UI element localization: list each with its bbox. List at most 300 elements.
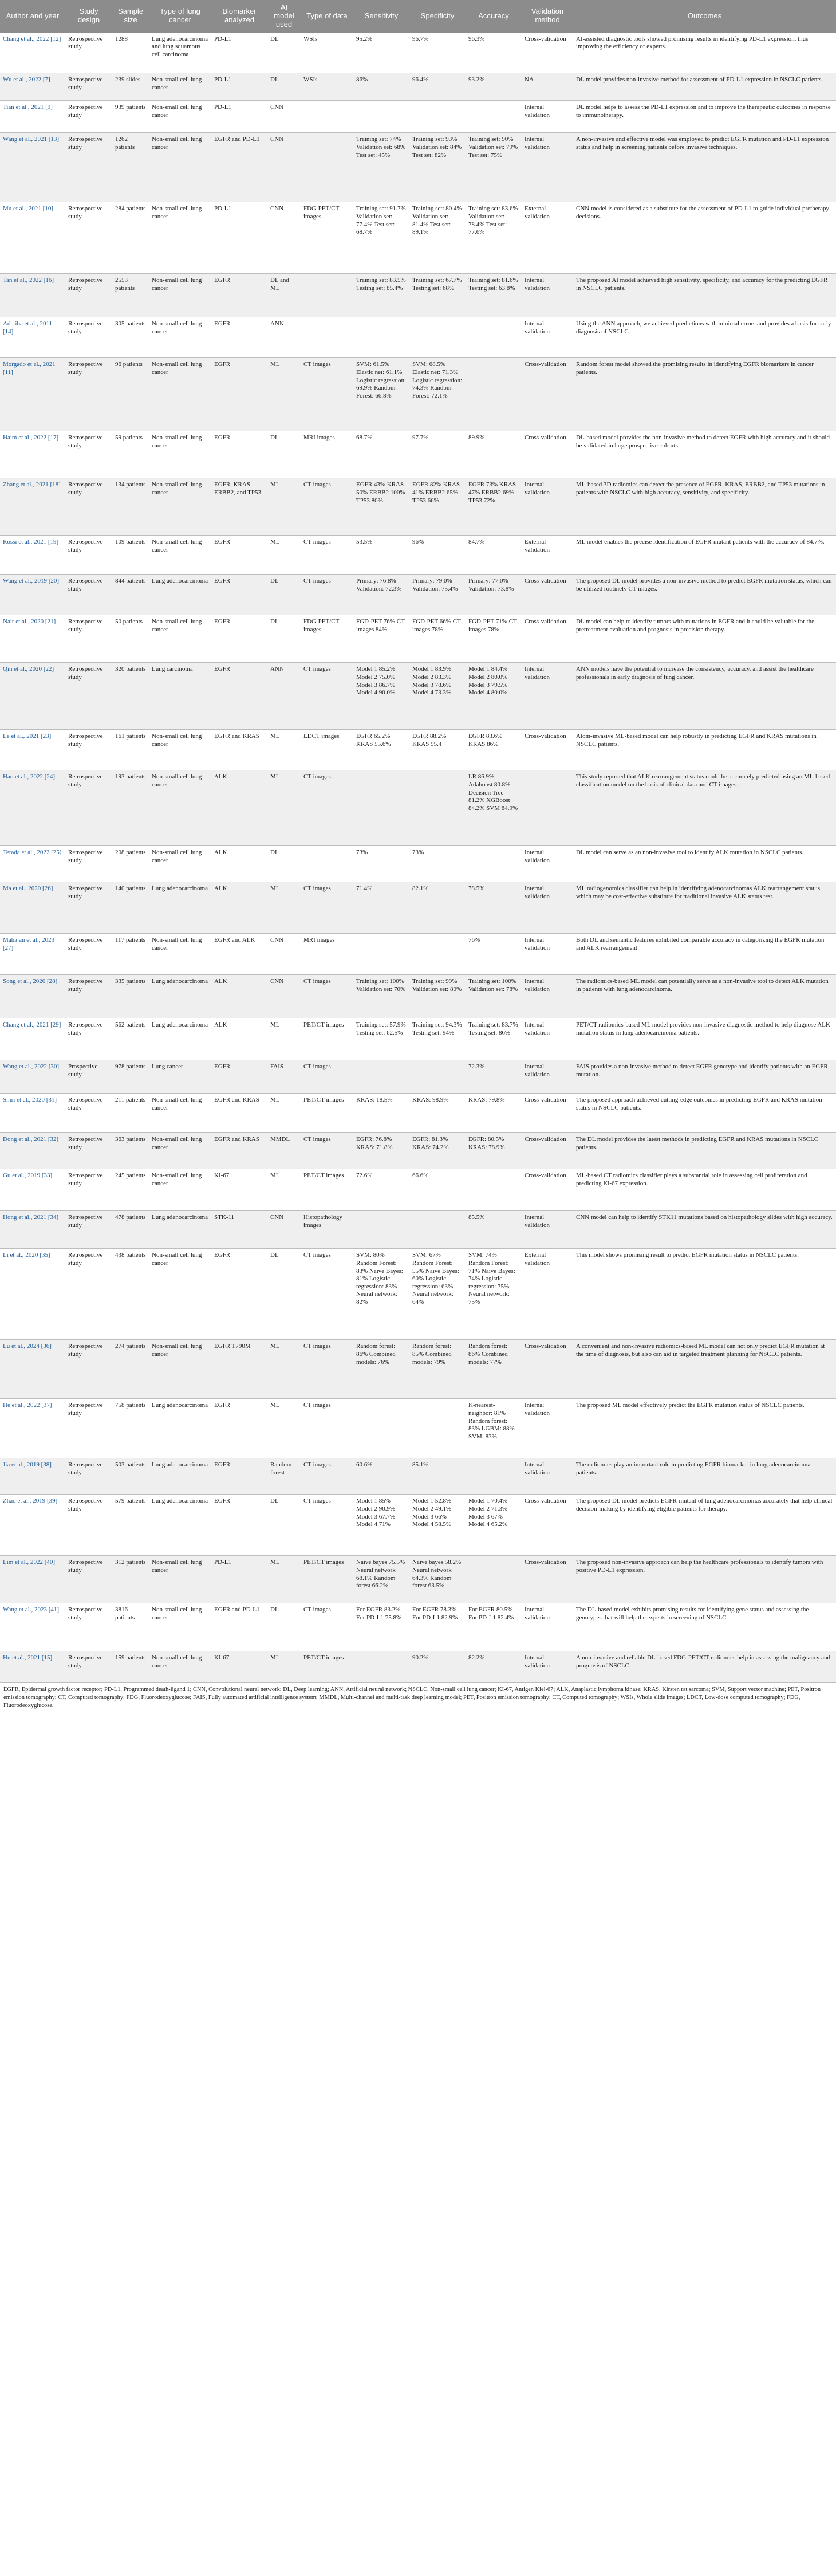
sensitivity-cell: 95.2% (353, 33, 409, 73)
ai-model-cell: ML (267, 1169, 301, 1211)
ai-model-cell: ML (267, 1340, 301, 1399)
accuracy-cell: Training set: 83.7% Testing set: 86% (466, 1018, 522, 1060)
accuracy-cell: 84.7% (466, 536, 522, 575)
table-row (0, 934, 836, 975)
study-design-cell: Retrospective study (65, 1211, 112, 1249)
ai-model-cell: ML (267, 1651, 301, 1683)
header-row (0, 0, 836, 33)
author-cell[interactable]: Gu et al., 2019 [33] (0, 1169, 65, 1211)
study-design-cell: Retrospective study (65, 478, 112, 536)
sensitivity-cell: Training set: 74% Validation set: 68% Test set: 45% (353, 133, 409, 202)
table-row (0, 882, 836, 934)
ai-model-cell: Random forest (267, 1458, 301, 1495)
study-design-cell: Retrospective study (65, 1458, 112, 1495)
outcome-cell: Random forest model showed the promising results in identifying EGFR biomarkers in cancer patients. (573, 358, 836, 431)
study-design-cell: Retrospective study (65, 846, 112, 882)
sample-size-cell: 284 patients (112, 202, 149, 274)
author-cell[interactable]: Rossi et al., 2021 [19] (0, 536, 65, 575)
outcome-cell: FAIS provides a non-invasive method to detect EGFR genotype and identify patients with an EGFR mutation. (573, 1060, 836, 1094)
data-type-cell: PET/CT images (301, 1556, 353, 1603)
biomarker-cell: STK-11 (211, 1211, 267, 1249)
table-header (0, 0, 836, 33)
ai-model-cell: ML (267, 536, 301, 575)
author-cell[interactable]: Qin et al., 2020 [22] (0, 663, 65, 730)
validation-cell: Internal validation (522, 934, 573, 975)
table-row (0, 358, 836, 431)
author-cell[interactable]: Mahajan et al., 2023 [27] (0, 934, 65, 975)
sample-size-cell: 59 patients (112, 431, 149, 478)
author-cell[interactable]: Lim et al., 2022 [40] (0, 1556, 65, 1603)
outcome-cell: DL model can help to identify tumors with mutations in EGFR and it could be valuable for the pretreatment evaluation and prognosis in precision therapy. (573, 615, 836, 663)
accuracy-cell: Random forest: 86% Combined models: 77% (466, 1340, 522, 1399)
accuracy-cell (466, 101, 522, 133)
cancer-type-cell: Non-small cell lung cancer (149, 1133, 211, 1169)
data-type-cell (301, 101, 353, 133)
data-type-cell: WSIs (301, 33, 353, 73)
table-row (0, 846, 836, 882)
study-design-cell: Retrospective study (65, 1340, 112, 1399)
specificity-cell (409, 1399, 466, 1458)
ai-model-cell: CNN (267, 133, 301, 202)
validation-cell: Cross-validation (522, 575, 573, 615)
accuracy-cell: 85.5% (466, 1211, 522, 1249)
sensitivity-cell (353, 101, 409, 133)
column-header: Specificity (409, 0, 466, 33)
sensitivity-cell: SVM: 80% Random Forest: 83% Naïve Bayes: 81% Logistic regression: 83% Neural network: 82% (353, 1249, 409, 1340)
biomarker-cell: EGFR, KRAS, ERBB2, and TP53 (211, 478, 267, 536)
author-cell[interactable]: Haim et al., 2022 [17] (0, 431, 65, 478)
outcome-cell: This study reported that ALK rearrangement status could be accurately predicted using an ML-based classification model on the basis of clinical data and CT images. (573, 770, 836, 846)
accuracy-cell: 76% (466, 934, 522, 975)
ai-model-cell: ANN (267, 663, 301, 730)
specificity-cell: 96.7% (409, 33, 466, 73)
ai-model-cell: CNN (267, 202, 301, 274)
outcome-cell: The proposed ML model effectively predict the EGFR mutation status of NSCLC patients. (573, 1399, 836, 1458)
ai-model-cell: ML (267, 1399, 301, 1458)
outcome-cell: The radiomics-based ML model can potentially serve as a non-invasive tool to detect ALK mutation in patients with lung adenocarcinoma. (573, 975, 836, 1018)
cancer-type-cell: Lung adenocarcinoma (149, 1211, 211, 1249)
sample-size-cell: 438 patients (112, 1249, 149, 1340)
validation-cell: Cross-validation (522, 615, 573, 663)
data-type-cell: CT images (301, 1133, 353, 1169)
sensitivity-cell: Primary: 76.8% Validation: 72.3% (353, 575, 409, 615)
validation-cell: Internal validation (522, 274, 573, 317)
specificity-cell: EGFR: 81.3% KRAS: 74.2% (409, 1133, 466, 1169)
cancer-type-cell: Lung adenocarcinoma (149, 882, 211, 934)
table-row (0, 431, 836, 478)
validation-cell: Cross-validation (522, 1556, 573, 1603)
sensitivity-cell (353, 317, 409, 358)
ai-model-cell: ML (267, 358, 301, 431)
biomarker-cell: EGFR and ALK (211, 934, 267, 975)
outcome-cell: DL model provides non-invasive method for assessment of PD-L1 expression in NSCLC patients. (573, 73, 836, 101)
outcome-cell: The DL model provides the latest methods in predicting EGFR and KRAS mutations in NSCLC patients. (573, 1133, 836, 1169)
biomarker-cell: EGFR (211, 575, 267, 615)
validation-cell: Internal validation (522, 1651, 573, 1683)
author-cell[interactable]: Wang et al., 2021 [13] (0, 133, 65, 202)
ai-model-cell: ML (267, 730, 301, 770)
data-type-cell: CT images (301, 1060, 353, 1094)
data-type-cell: CT images (301, 1340, 353, 1399)
study-design-cell: Retrospective study (65, 358, 112, 431)
author-cell[interactable]: Song et al., 2020 [28] (0, 975, 65, 1018)
accuracy-cell (466, 1556, 522, 1603)
table-row (0, 615, 836, 663)
author-cell[interactable]: Shiri et al., 2020 [31] (0, 1094, 65, 1133)
cancer-type-cell: Non-small cell lung cancer (149, 1249, 211, 1340)
biomarker-cell: EGFR (211, 274, 267, 317)
cancer-type-cell: Lung adenocarcinoma and lung squamous cell carcinoma (149, 33, 211, 73)
data-type-cell: CT images (301, 575, 353, 615)
author-cell[interactable]: Tan et al., 2022 [16] (0, 274, 65, 317)
data-type-cell: MRI images (301, 934, 353, 975)
validation-cell: Cross-validation (522, 33, 573, 73)
specificity-cell: KRAS: 98.9% (409, 1094, 466, 1133)
ai-model-cell: DL (267, 615, 301, 663)
specificity-cell: Training set: 99% Validation set: 80% (409, 975, 466, 1018)
outcome-cell: PET/CT radiomics-based ML model provides non-invasive diagnostic method to help diagnose ALK mutation status in lung adenocarcinoma patients. (573, 1018, 836, 1060)
ai-model-cell: ML (267, 1556, 301, 1603)
author-cell[interactable]: He et al., 2022 [37] (0, 1399, 65, 1458)
column-header: AI model used (267, 0, 301, 33)
biomarker-cell: PD-L1 (211, 33, 267, 73)
validation-cell: External validation (522, 202, 573, 274)
sample-size-cell: 245 patients (112, 1169, 149, 1211)
outcome-cell: Both DL and semantic features exhibited comparable accuracy in categorizing the EGFR mutation and ALK rearrangement (573, 934, 836, 975)
accuracy-cell (466, 358, 522, 431)
author-cell[interactable]: Wu et al., 2022 [7] (0, 73, 65, 101)
data-type-cell: PET/CT images (301, 1169, 353, 1211)
study-design-cell: Retrospective study (65, 1094, 112, 1133)
cancer-type-cell: Lung adenocarcinoma (149, 575, 211, 615)
accuracy-cell: Training set: 81.6% Testing set: 63.8% (466, 274, 522, 317)
sample-size-cell: 305 patients (112, 317, 149, 358)
accuracy-cell: Training set: 90% Validation set: 79% Test set: 75% (466, 133, 522, 202)
author-cell[interactable]: Hao et al., 2022 [24] (0, 770, 65, 846)
specificity-cell (409, 934, 466, 975)
study-design-cell: Retrospective study (65, 33, 112, 73)
biomarker-cell: ALK (211, 1018, 267, 1060)
biomarker-cell: PD-L1 (211, 202, 267, 274)
ai-model-cell: ML (267, 770, 301, 846)
specificity-cell: 85.1% (409, 1458, 466, 1495)
table-row (0, 770, 836, 846)
cancer-type-cell: Non-small cell lung cancer (149, 615, 211, 663)
outcome-cell: A non-invasive and reliable DL-based FDG-PET/CT radiomics help in assessing the malignancy and prognosis of NSCLC. (573, 1651, 836, 1683)
specificity-cell: 90.2% (409, 1651, 466, 1683)
outcome-cell: The proposed non-invasive approach can help the healthcare professionals to identify tumors with positive PD-L1 expression. (573, 1556, 836, 1603)
study-design-cell: Retrospective study (65, 882, 112, 934)
column-header: Outcomes (573, 0, 836, 33)
author-cell[interactable]: Hu et al., 2021 [15] (0, 1651, 65, 1683)
author-cell[interactable]: Morgado et al., 2021 [11] (0, 358, 65, 431)
sensitivity-cell: Training set: 57.9% Testing set: 62.5% (353, 1018, 409, 1060)
sensitivity-cell (353, 770, 409, 846)
validation-cell: Cross-validation (522, 1495, 573, 1556)
sample-size-cell: 363 patients (112, 1133, 149, 1169)
cancer-type-cell: Lung carcinoma (149, 663, 211, 730)
outcome-cell: ML radiogenomics classifier can help in identifying adenocarcinomas ALK rearrangement status, which may be cost-effective substitute for traditional invasive ALK status test. (573, 882, 836, 934)
data-type-cell: CT images (301, 1249, 353, 1340)
sample-size-cell: 134 patients (112, 478, 149, 536)
data-type-cell: FDG-PET/CT images (301, 615, 353, 663)
sample-size-cell: 1262 patients (112, 133, 149, 202)
table-row (0, 1340, 836, 1399)
validation-cell: Internal validation (522, 101, 573, 133)
author-cell[interactable]: Li et al., 2020 [35] (0, 1249, 65, 1340)
cancer-type-cell: Non-small cell lung cancer (149, 770, 211, 846)
author-cell[interactable]: Tian et al., 2021 [9] (0, 101, 65, 133)
outcome-cell: The proposed approach achieved cutting-edge outcomes in predicting EGFR and KRAS mutation status in NSCLC patients. (573, 1094, 836, 1133)
accuracy-cell: 96.3% (466, 33, 522, 73)
specificity-cell (409, 1211, 466, 1249)
accuracy-cell: 78.5% (466, 882, 522, 934)
biomarker-cell: EGFR (211, 1399, 267, 1458)
cancer-type-cell: Non-small cell lung cancer (149, 934, 211, 975)
cancer-type-cell: Non-small cell lung cancer (149, 1340, 211, 1399)
validation-cell: Internal validation (522, 846, 573, 882)
sensitivity-cell: Naive bayes 75.5% Neural network 68.1% Random forest 66.2% (353, 1556, 409, 1603)
accuracy-cell: Model 1 84.4% Model 2 80.0% Model 3 79.5% Model 4 80.0% (466, 663, 522, 730)
data-type-cell (301, 317, 353, 358)
validation-cell: Cross-validation (522, 730, 573, 770)
biomarker-cell: ALK (211, 975, 267, 1018)
sensitivity-cell (353, 1651, 409, 1683)
table-row (0, 730, 836, 770)
ai-model-cell: ML (267, 478, 301, 536)
author-cell[interactable]: Zhao et al., 2019 [39] (0, 1495, 65, 1556)
study-design-cell: Retrospective study (65, 615, 112, 663)
biomarker-cell: EGFR and PD-L1 (211, 133, 267, 202)
author-cell[interactable]: Wang et al., 2023 [41] (0, 1603, 65, 1651)
validation-cell: Internal validation (522, 478, 573, 536)
accuracy-cell (466, 846, 522, 882)
table-row (0, 1211, 836, 1249)
study-design-cell: Retrospective study (65, 1018, 112, 1060)
data-type-cell: CT images (301, 882, 353, 934)
data-type-cell: CT images (301, 1603, 353, 1651)
biomarker-cell: PD-L1 (211, 73, 267, 101)
biomarker-cell: EGFR (211, 358, 267, 431)
cancer-type-cell: Lung adenocarcinoma (149, 975, 211, 1018)
validation-cell: Internal validation (522, 133, 573, 202)
study-design-cell: Retrospective study (65, 317, 112, 358)
specificity-cell: SVM: 67% Random Forest: 55% Naïve Bayes: 60% Logistic regression: 63% Neural network: 64% (409, 1249, 466, 1340)
sensitivity-cell: 53.5% (353, 536, 409, 575)
table-row (0, 33, 836, 73)
ai-model-cell: DL (267, 575, 301, 615)
accuracy-cell: Training set: 83.6% Validation set: 78.4% Test set: 77.6% (466, 202, 522, 274)
biomarker-cell: PD-L1 (211, 1556, 267, 1603)
sample-size-cell: 140 patients (112, 882, 149, 934)
sample-size-cell: 503 patients (112, 1458, 149, 1495)
study-design-cell: Retrospective study (65, 1556, 112, 1603)
accuracy-cell: LR 86.9% Adaboost 80.8% Decision Tree 81.2% XGBoost 84.2% SVM 84.9% (466, 770, 522, 846)
ai-model-cell: CNN (267, 1211, 301, 1249)
accuracy-cell: FGD-PET 71% CT images 78% (466, 615, 522, 663)
validation-cell: Cross-validation (522, 1133, 573, 1169)
cancer-type-cell: Non-small cell lung cancer (149, 1556, 211, 1603)
validation-cell: Internal validation (522, 1603, 573, 1651)
sample-size-cell: 478 patients (112, 1211, 149, 1249)
specificity-cell (409, 770, 466, 846)
study-design-cell: Retrospective study (65, 575, 112, 615)
outcome-cell: This model shows promising result to predict EGFR mutation status in NSCLC patients. (573, 1249, 836, 1340)
cancer-type-cell: Non-small cell lung cancer (149, 536, 211, 575)
outcome-cell: DL model helps to assess the PD-L1 expression and to improve the therapeutic outcomes in response to immunotherapy. (573, 101, 836, 133)
author-cell[interactable]: Lu et al., 2024 [36] (0, 1340, 65, 1399)
validation-cell: Internal validation (522, 882, 573, 934)
biomarker-cell: EGFR and KRAS (211, 730, 267, 770)
validation-cell: Cross-validation (522, 358, 573, 431)
validation-cell: External validation (522, 536, 573, 575)
sample-size-cell: 161 patients (112, 730, 149, 770)
data-type-cell: WSIs (301, 73, 353, 101)
author-cell[interactable]: Adetiba et al., 2011 [14] (0, 317, 65, 358)
table-row (0, 975, 836, 1018)
sample-size-cell: 939 patients (112, 101, 149, 133)
cancer-type-cell: Non-small cell lung cancer (149, 478, 211, 536)
outcome-cell: The radiomics play an important role in predicting EGFR biomarker in lung adenocarcinoma patients. (573, 1458, 836, 1495)
ai-model-cell: DL (267, 1603, 301, 1651)
accuracy-cell: Model 1 70.4% Model 2 71.3% Model 3 67% Model 4 65.2% (466, 1495, 522, 1556)
sample-size-cell: 335 patients (112, 975, 149, 1018)
validation-cell: Internal validation (522, 1060, 573, 1094)
ai-model-cell: ML (267, 1094, 301, 1133)
table-row (0, 1556, 836, 1603)
ai-model-cell: DL (267, 846, 301, 882)
table-row (0, 1060, 836, 1094)
table-row (0, 1458, 836, 1495)
author-cell[interactable]: Le et al., 2021 [23] (0, 730, 65, 770)
validation-cell: Internal validation (522, 663, 573, 730)
accuracy-cell (466, 1169, 522, 1211)
sample-size-cell: 274 patients (112, 1340, 149, 1399)
table-row (0, 1399, 836, 1458)
table-footnote: EGFR, Epidermal growth factor receptor; PD-L1, Programmed death-ligand 1; CNN, Convolutional neural network; DL, Deep learning; ANN, Artificial neural network; NSCLC, Non-small cell lung cancer; KI-67, Antigen Kiel-67; ALK, Anaplastic lymphoma kinase; KRAS, Kirsten rat sarcoma; SVM, Support vector machine; PET, Positron emission tomography; CT, Computed tomography; FDG, Fluorodeoxyglucose; FAIS, Fully automated artificial intelligence system; MMDL, Multi-channel and multi-task deep learning model; PET, Positron emission tomography; CT, Computed tomography; WSIs, Whole slide images; LDCT, Low-dose computed tomography; FDG, Fluorodeoxyglucose. (3, 1686, 821, 1709)
column-header: Biomarker analyzed (211, 0, 267, 33)
validation-cell: NA (522, 73, 573, 101)
sample-size-cell: 978 patients (112, 1060, 149, 1094)
study-design-cell: Retrospective study (65, 663, 112, 730)
sample-size-cell: 844 patients (112, 575, 149, 615)
cancer-type-cell: Non-small cell lung cancer (149, 1169, 211, 1211)
ai-model-cell: ML (267, 882, 301, 934)
study-design-cell: Retrospective study (65, 1249, 112, 1340)
table-row (0, 1651, 836, 1683)
sensitivity-cell (353, 1060, 409, 1094)
data-type-cell (301, 133, 353, 202)
ai-model-cell: DL (267, 431, 301, 478)
data-type-cell: CT images (301, 1399, 353, 1458)
sample-size-cell: 1288 (112, 33, 149, 73)
sensitivity-cell: SVM: 61.5% Elastic net: 61.1% Logistic regression: 69.9% Random Forest: 66.8% (353, 358, 409, 431)
author-cell[interactable]: Jia et al., 2019 [38] (0, 1458, 65, 1495)
cancer-type-cell: Non-small cell lung cancer (149, 133, 211, 202)
ai-model-cell: DL (267, 73, 301, 101)
outcome-cell: DL model can serve as an non-invasive tool to identify ALK mutation in NSCLC patients. (573, 846, 836, 882)
sensitivity-cell: 86% (353, 73, 409, 101)
author-cell[interactable]: Nair et al., 2020 [21] (0, 615, 65, 663)
specificity-cell: EGFR 82% KRAS 41% ERBB2 65% TP53 66% (409, 478, 466, 536)
validation-cell: Cross-validation (522, 431, 573, 478)
study-design-cell: Retrospective study (65, 975, 112, 1018)
cancer-type-cell: Lung adenocarcinoma (149, 1399, 211, 1458)
specificity-cell: Training set: 80.4% Validation set: 81.4% Test set: 89.1% (409, 202, 466, 274)
outcome-cell: The proposed AI model achieved high sensitivity, specificity, and accuracy for the predicting EGFR in NSCLC patients. (573, 274, 836, 317)
specificity-cell: Naive bayes 58.2% Neural network 64.3% Random forest 63.5% (409, 1556, 466, 1603)
column-header: Type of data (301, 0, 353, 33)
column-header: Validation method (522, 0, 573, 33)
author-cell[interactable]: Zhang et al., 2021 [18] (0, 478, 65, 536)
accuracy-cell: Primary: 77.0% Validation: 73.8% (466, 575, 522, 615)
cancer-type-cell: Non-small cell lung cancer (149, 1094, 211, 1133)
author-cell[interactable]: Wang et al., 2022 [30] (0, 1060, 65, 1094)
validation-cell: Internal validation (522, 317, 573, 358)
sensitivity-cell: Training set: 100% Validation set: 70% (353, 975, 409, 1018)
author-cell[interactable]: Hong et al., 2021 [34] (0, 1211, 65, 1249)
author-cell[interactable]: Chang et al., 2021 [29] (0, 1018, 65, 1060)
study-design-cell: Retrospective study (65, 1169, 112, 1211)
study-design-cell: Retrospective study (65, 1399, 112, 1458)
biomarker-cell: EGFR (211, 663, 267, 730)
outcome-cell: Using the ANN approach, we achieved predictions with minimal errors and provides a basis for early diagnosis of NSCLC. (573, 317, 836, 358)
validation-cell: Internal validation (522, 1018, 573, 1060)
specificity-cell: 96.4% (409, 73, 466, 101)
specificity-cell: Training set: 94.3% Testing set: 94% (409, 1018, 466, 1060)
author-cell[interactable]: Chang et al., 2022 [12] (0, 33, 65, 73)
data-type-cell (301, 274, 353, 317)
sensitivity-cell: Training set: 83.5% Testing set: 85.4% (353, 274, 409, 317)
cancer-type-cell: Lung adenocarcinoma (149, 1458, 211, 1495)
sensitivity-cell: EGFR 43% KRAS 50% ERBB2 100% TP53 80% (353, 478, 409, 536)
author-cell[interactable]: Ma et al., 2020 [26] (0, 882, 65, 934)
validation-cell: Cross-validation (522, 1340, 573, 1399)
data-type-cell: MRI images (301, 431, 353, 478)
accuracy-cell (466, 317, 522, 358)
accuracy-cell (466, 1458, 522, 1495)
cancer-type-cell: Non-small cell lung cancer (149, 846, 211, 882)
data-type-cell (301, 846, 353, 882)
data-type-cell: CT images (301, 770, 353, 846)
ai-model-cell: CNN (267, 975, 301, 1018)
accuracy-cell: Training set: 100% Validation set: 78% (466, 975, 522, 1018)
sensitivity-cell: 73% (353, 846, 409, 882)
column-header: Accuracy (466, 0, 522, 33)
data-type-cell: CT images (301, 975, 353, 1018)
data-type-cell: CT images (301, 478, 353, 536)
sensitivity-cell: KRAS: 18.5% (353, 1094, 409, 1133)
column-header: Type of lung cancer (149, 0, 211, 33)
sensitivity-cell (353, 1399, 409, 1458)
specificity-cell: SVM: 68.5% Elastic net: 71.3% Logistic regression: 74.3% Random Forest: 72.1% (409, 358, 466, 431)
outcome-cell: The DL-based model exhibits promising results for identifying gene status and assessing the genotypes that will help the experts in screening of NSCLC. (573, 1603, 836, 1651)
biomarker-cell: EGFR (211, 1249, 267, 1340)
table-body (0, 33, 836, 1683)
column-header: Study design (65, 0, 112, 33)
validation-cell: Cross-validation (522, 1094, 573, 1133)
outcome-cell: Atom-invasive ML-based model can help robustly in predicting EGFR and KRAS mutations in NSCLC patients. (573, 730, 836, 770)
author-cell[interactable]: Mu et al., 2021 [10] (0, 202, 65, 274)
biomarker-cell: KI-67 (211, 1169, 267, 1211)
author-cell[interactable]: Dong et al., 2021 [32] (0, 1133, 65, 1169)
accuracy-cell: EGFR: 80.5% KRAS: 78.9% (466, 1133, 522, 1169)
outcome-cell: ML-based CT radiomics classifier plays a substantial role in assessing cell proliferation and predicting Ki-67 expression. (573, 1169, 836, 1211)
table-row (0, 1603, 836, 1651)
validation-cell: External validation (522, 1249, 573, 1340)
author-cell[interactable]: Terada et al., 2022 [25] (0, 846, 65, 882)
author-cell[interactable]: Wang et al., 2019 [20] (0, 575, 65, 615)
